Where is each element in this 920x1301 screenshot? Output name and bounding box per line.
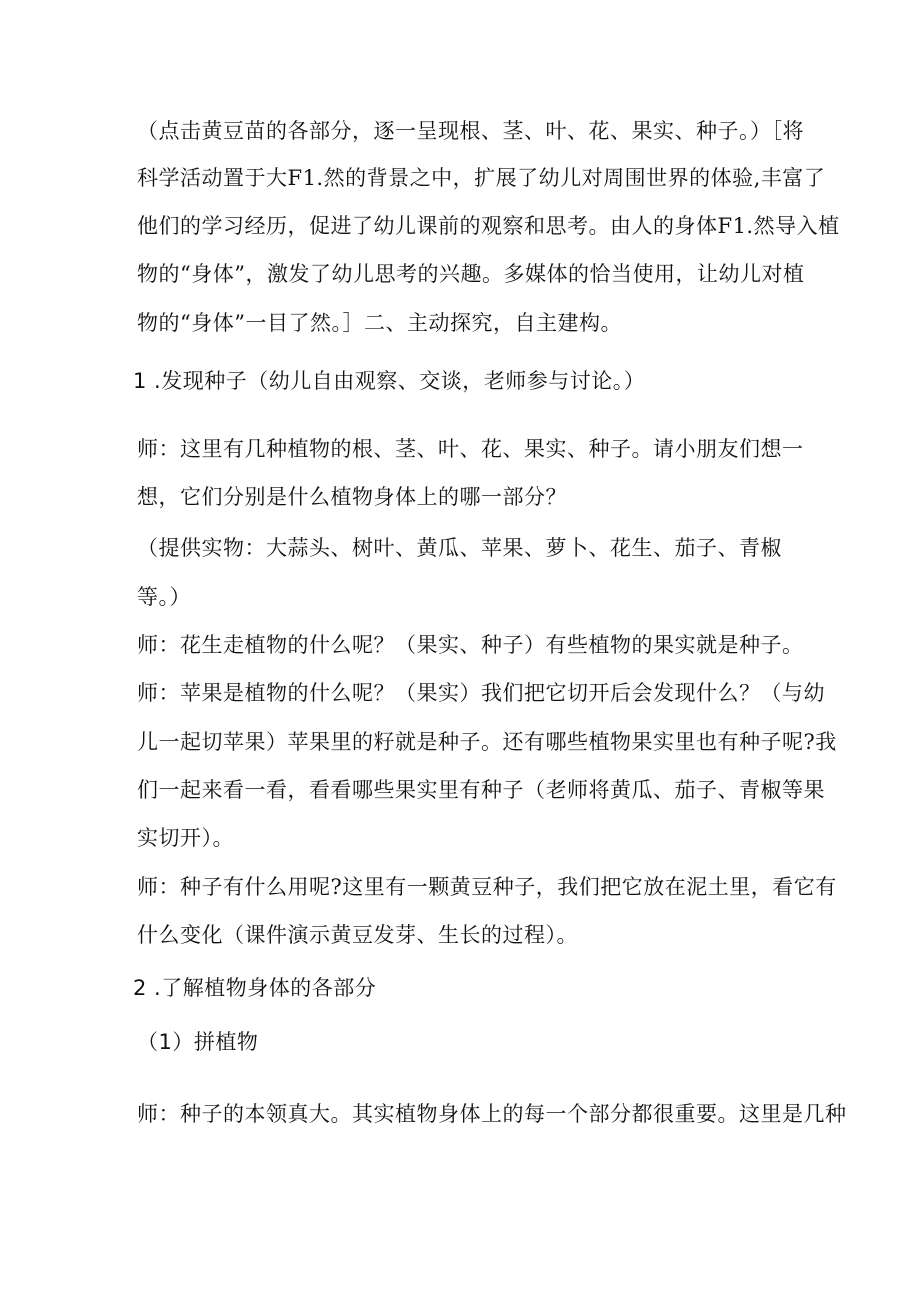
paragraph-line: 师：苹果是植物的什么呢？（果实）我们把它切开后会发现什么？（与幼 xyxy=(137,681,825,705)
paragraph-line: 什么变化（课件演示黄豆发芽、生长的过程）。 xyxy=(137,923,578,947)
paragraph-line: 们一起来看一看，看看哪些果实里有种子（老师将黄瓜、茄子、青椒等果 xyxy=(137,778,825,802)
paragraph-line: 师：这里有几种植物的根、茎、叶、花、果实、种子。请小朋友们想一 xyxy=(137,437,804,461)
paragraph-line: 师：种子有什么用呢?这里有一颗黄豆种子，我们把它放在泥土里，看它有 xyxy=(137,875,837,899)
paragraph-line: 科学活动置于大F1.然的背景之中，扩展了幼儿对周围世界的体验,丰富了 xyxy=(137,166,826,190)
paragraph-line: 师：花生走植物的什么呢？（果实、种子）有些植物的果实就是种子。 xyxy=(137,633,804,657)
paragraph-line: 儿一起切苹果）苹果里的籽就是种子。还有哪些植物果实里也有种子呢?我 xyxy=(137,730,837,754)
paragraph-line: （提供实物：大蒜头、树叶、黄瓜、苹果、萝卜、花生、茄子、青椒 xyxy=(137,536,782,560)
subsection-heading: （1）拼植物 xyxy=(137,1030,259,1054)
paragraph-line: 物的“身体”，激发了幼儿思考的兴趣。多媒体的恰当使用，让幼儿对植 xyxy=(137,262,805,286)
paragraph-line: 实切开）。 xyxy=(137,826,234,850)
section-heading: 1 .发现种子（幼儿自由观察、交谈，老师参与讨论。） xyxy=(133,369,646,393)
paragraph-line: 物的“身体”一目了然。］二、主动探究，自主建构。 xyxy=(137,311,622,335)
paragraph-line: 等。） xyxy=(137,585,191,609)
paragraph-line: 他们的学习经历，促进了幼儿课前的观察和思考。由人的身体F1.然导入植 xyxy=(137,214,840,238)
paragraph-line: （点击黄豆苗的各部分，逐一呈现根、茎、叶、花、果实、种子。）［将 xyxy=(137,119,804,143)
section-heading: 2 .了解植物身体的各部分 xyxy=(133,976,377,1000)
paragraph-line: 师：种子的本领真大。其实植物身体上的每一个部分都很重要。这里是几种 xyxy=(137,1102,847,1126)
paragraph-line: 想，它们分别是什么植物身体上的哪一部分？ xyxy=(137,485,567,509)
